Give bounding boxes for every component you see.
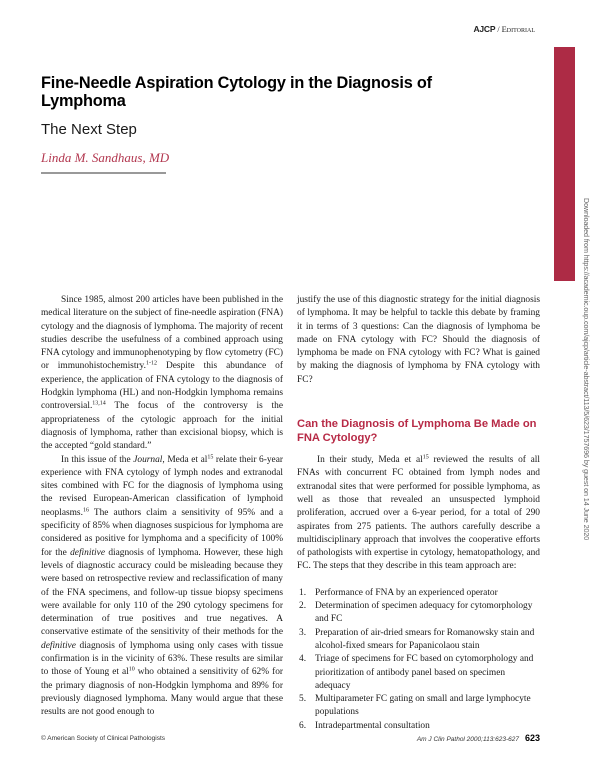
author-divider [41,172,166,174]
emphasis: definitive [41,640,76,651]
list-item: 4. Triage of specimens for FC based on cytomorphology and prioritization of antibody panel based on specimen adequacy [299,654,534,691]
section-heading: Can the Diagnosis of Lymphoma Be Made on FNA Cytology? [297,418,537,444]
paragraph: In their study, Meda et $al^{15}$ reviewed the results of all FNAs with concurrent FC obtained from lymph nodes and extranodal sites that were performed for possible lymphoma, as well as those that revealed an unsuspected lymphoid proliferation, accrued over a 6-year period, for a total of 290 aspirates from 275 patients. The authors carefully describe a multidisciplinary approach that involves the cooperative efforts of pathologists with expertise in cytology, hematopathology, and FC. The steps that they describe in this team approach are: [297,454,541,572]
journal-name: AJCP [473,24,496,34]
page-number: 623 [524,733,540,743]
running-head [473,24,535,34]
list-item: 1. Performance of FNA by an experienced operator [299,587,498,598]
paragraph: Since 1985, almost 200 articles have been published in the medical literature on the subject of fine-needle aspiration (FNA) cytology and the diagnosis of lymphoma. The majority of recent studies describe the usefulness of a combined approach using FNA cytology and immunophenotyping by flow cytometry (FC) or immunohistochemistry.$^{1-12}$ Despite this abundance of experience, the application of FNA cytology to the diagnosis of Hodgkin lymphoma (HL) and non-Hodgkin lymphoma remains controversial.$^{13,14}$ The focus of the controversy is the appropriateness of the cytologic approach for the initial diagnosis of lymphoma, rather than excisional biopsy, which is the accepted “gold standard.” [41,295,283,452]
emphasis: definitive [70,547,105,558]
right-column [297,294,540,733]
list-item: 3. Preparation of air-dried smears for Romanowsky stain and alcohol-fixed smears for Papanicolaou stain [299,627,535,651]
list-item: 5. Multiparameter FC gating on small and large lymphocyte populations [299,694,531,718]
list-item: 6. Intradepartmental consultation [299,720,430,731]
citation-footer [417,733,540,743]
journal-italic: Journal [133,454,163,465]
article-subtitle: The Next Step [41,121,137,138]
left-column [41,294,283,720]
reference-superscript: 13,14 [92,400,106,407]
running-head-separator: / [497,25,500,34]
paragraph: In this issue of the Journal, Meda et $al^{15}$ relate their 6-year experience with FNA cytology of lymph nodes and extranodal sites combined with FC for the diagnosis of lymphoma using the revised European-American classification of lymphoid neoplasms.$^{16}$ The authors claim a sensitivity of 95% and a specificity of 85% when diagnoses suspicious for lymphoma are considered as positive for lymphoma and a specificity of 100% for the definitive diagnosis of lymphoma. However, these high levels of diagnostic accuracy could be misleading because they were based on retrospective review and reclassification of many of the FNA specimens, and follow-up tissue biopsy specimens were available for only 110 of the 290 cytology specimens for determination of true positives and true negatives. A conservative estimate of the sensitivity of their methods for the definitive diagnosis of lymphoma using only cases with tissue confirmation is in the vicinity of 63%. These results are similar to those of Young et $al^{10}$ who obtained a sensitivity of 62% for the primary diagnosis of non-Hodgkin lymphoma and 89% for previously diagnosed lymphoma. Many would argue that these results are not good enough to [41,454,284,718]
section-label: Editorial [501,24,535,34]
list-item: 2. Determination of specimen adequacy for cytomorphology and FC [299,601,533,625]
steps-list [297,587,540,733]
article-title: Fine-Needle Aspiration Cytology in the Diagnosis of Lymphoma [41,74,432,110]
reference-superscript: 15 [207,454,214,461]
author-name: Linda M. Sandhaus, MD [41,150,170,165]
reference-superscript: 16 [82,507,89,514]
reference-superscript: 1-12 [145,360,157,367]
copyright-notice: © American Society of Clinical Pathologists [41,735,166,742]
journal-citation: Am J Clin Pathol 2000;113:623-627 [416,736,519,743]
accent-bar [554,47,575,281]
reference-superscript: 10 [128,666,135,673]
paragraph: justify the use of this diagnostic strategy for the initial diagnosis of lymphoma. It may be helpful to tackle this debate by framing it in terms of 3 questions: Can the diagnosis of lymphoma be made on FNA cytology with FC? Should the diagnosis of lymphoma be made on FNA cytology with FC? What is gained by making the diagnosis of lymphoma by FNA cytology with FC? [297,295,540,385]
reference-superscript: 15 [422,454,429,461]
download-note: Downloaded from https://academic.oup.com/ajcp/article-abstract/113/5/623/1757696 by guest on 14 June 2020 [582,198,591,541]
